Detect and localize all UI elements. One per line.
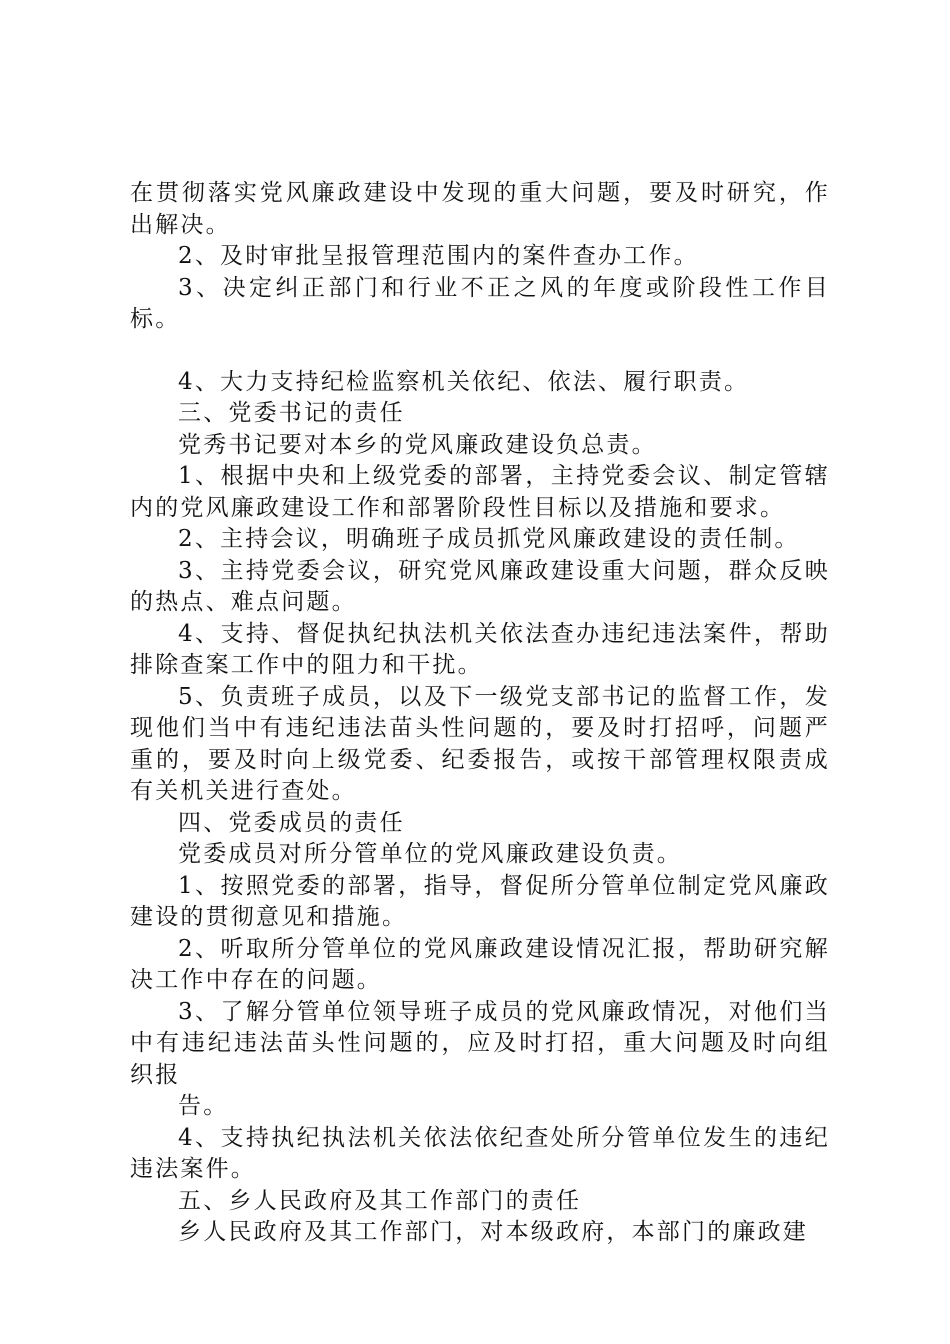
paragraph: 1、按照党委的部署，指导，督促所分管单位制定党风廉政建设的贯彻意见和措施。 [130,872,830,930]
paragraph: 4、支持执纪执法机关依法依纪查处所分管单位发生的违纪违法案件。 [130,1124,830,1182]
paragraph: 在贯彻落实党风廉政建设中发现的重大问题，要及时研究，作出解决。 [130,180,830,238]
paragraph: 乡人民政府及其工作部门，对本级政府，本部门的廉政建 [178,1219,808,1245]
paragraph: 2、及时审批呈报管理范围内的案件查办工作。 [178,243,699,269]
paragraph: 党委成员对所分管单位的党风廉政建设负责。 [178,841,682,867]
paragraph: 2、听取所分管单位的党风廉政建设情况汇报，帮助研究解决工作中存在的问题。 [130,935,830,993]
paragraph: 5、负责班子成员，以及下一级党支部书记的监督工作，发现他们当中有违纪违法苗头性问题的，要及时打招呼，问题严重的，要及时向上级党委、纪委报告，或按干部管理权限责成有关机关进行查处。 [130,683,830,804]
paragraph: 3、了解分管单位领导班子成员的党风廉政情况，对他们当中有违纪违法苗头性问题的，应及时打招，重大问题及时向组织报 [130,998,830,1088]
document-body [130,178,830,1249]
paragraph-continuation: 告。 [178,1093,229,1119]
section-heading: 五、乡人民政府及其工作部门的责任 [178,1187,582,1214]
paragraph: 党秀书记要对本乡的党风廉政建设负总责。 [178,431,657,458]
paragraph: 4、大力支持纪检监察机关依纪、依法、履行职责。 [178,368,750,395]
paragraph: 3、决定纠正部门和行业不正之风的年度或阶段性工作目标。 [130,274,830,332]
paragraph: 3、主持党委会议，研究党风廉政建设重大问题，群众反映的热点、难点问题。 [130,557,830,615]
paragraph: 2、主持会议，明确班子成员抓党风廉政建设的责任制。 [178,526,800,552]
paragraph: 4、支持、督促执纪执法机关依法查办违纪违法案件，帮助排除查案工作中的阻力和干扰。 [130,620,830,678]
section-heading: 四、党委成员的责任 [178,809,405,836]
paragraph: 1、根据中央和上级党委的部署，主持党委会议、制定管辖内的党风廉政建设工作和部署阶段性目标以及措施和要求。 [130,463,830,521]
section-heading: 三、党委书记的责任 [178,400,405,426]
